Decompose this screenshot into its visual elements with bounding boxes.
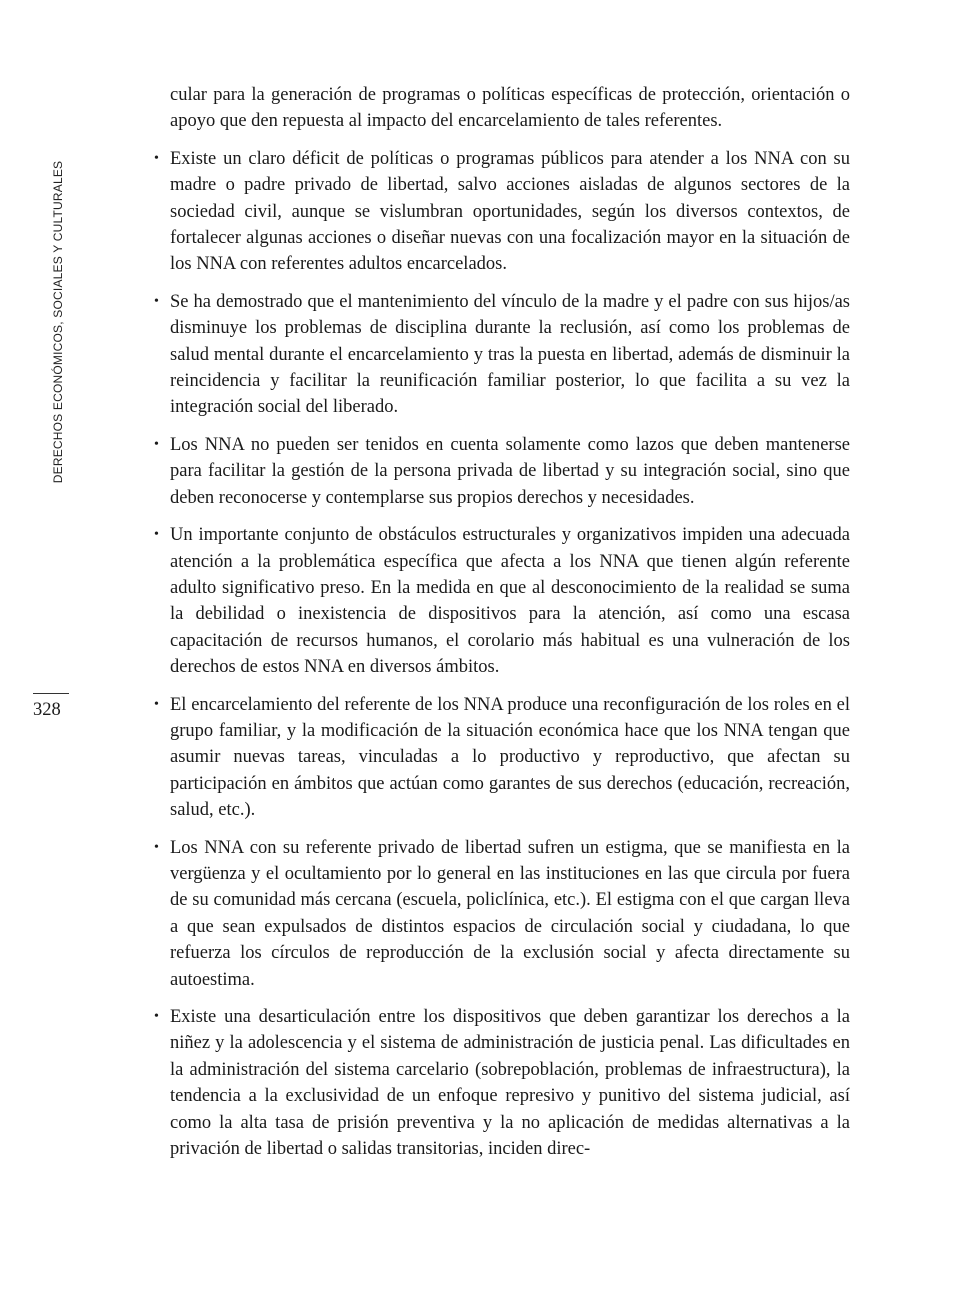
lead-paragraph: cular para la generación de programas o políticas específicas de protección, orientación o apoyo que den repuesta al impacto del encarcelamiento de tales referentes. [170, 85, 850, 132]
bullet-text: Un importante conjunto de obstáculos estructurales y organizativos impiden una adecuada atención a la problemática específica que afecta a los NNA que tienen algún referente adulto significativo preso. En la medida en que al desconocimiento de la realidad se suma la debilidad o inexistencia de dispositivos para la atención, así como una escasa capacitación de recursos humanos, el corolario más habitual es una vulneración de los derechos de estos NNA en diversos ámbitos. [170, 525, 850, 678]
bullet-text: Se ha demostrado que el mantenimiento del vínculo de la madre y el padre con sus hijos/as disminuye los problemas de disciplina durante la reclusión, así como los problemas de salud mental durante el encarcelamiento y tras la puesta en libertad, además de disminuir la reincidencia y facilitar la reunificación familiar posterior, lo que facilita a su vez la integración social del liberado. [170, 291, 850, 418]
page-number: 328 [33, 700, 61, 720]
bullet-item [154, 432, 850, 511]
bullet-item [154, 522, 850, 680]
bullet-dot: • [154, 1009, 159, 1024]
bullet-dot: • [154, 436, 159, 452]
bullet-item [154, 289, 850, 421]
bullet-item [154, 1004, 850, 1162]
bullet-dot: • [154, 527, 159, 543]
running-header: DERECHOS ECONÓMICOS, SOCIALES Y CULTURALES [51, 160, 65, 484]
bullet-text: Los NNA con su referente privado de libertad sufren un estigma, que se manifiesta en la vergüenza y el ocultamiento por lo general en las instituciones en las que circula por fuera de su comunidad más cercana (escuela, policlínica, etc.). El estigma con el que cargan lleva a que sean expulsados de distintos espacios de circulación social y ciudadana, lo que refuerza los círculos de reproducción de la exclusión social y afecta directamente su autoestima. [170, 837, 850, 990]
bullet-dot: • [154, 150, 159, 166]
bullet-dot: • [154, 696, 159, 712]
main-text [154, 82, 850, 1173]
bullet-text: Existe una desarticulación entre los dispositivos que deben garantizar los derechos a la niñez y la adolescencia y el sistema de administración de justicia penal. Las dificultades en la administración del sistema carcelario (sobrepoblación, problemas de infraestructura), la tendencia a la exclusividad de un enfoque represivo y punitivo del sistema judicial, así como la alta tasa de prisión preventiva y la no aplicación de medidas alternativas a la privación de libertad o salidas transitorias, inciden direc- [170, 1007, 850, 1160]
page-number-rule [33, 693, 69, 694]
bullet-item [154, 146, 850, 278]
bullet-text: Existe un claro déficit de políticas o programas públicos para atender a los NNA con su madre o padre privado de libertad, salvo acciones aisladas de algunos sectores de la sociedad civil, aunque se vislumbran oportunidades, según los diversos contextos, de fortalecer algunas acciones o diseñar nuevas con una focalización mayor en la situación de los NNA con referentes adultos encarcelados. [170, 148, 850, 275]
bullet-text: El encarcelamiento del referente de los NNA produce una reconfiguración de los roles en el grupo familiar, y la modificación de la situación económica hace que los NNA tengan que asumir nuevas tareas, vinculadas a lo productivo y reproductivo, que afectan su participación en ámbitos que actúan como garantes de sus derechos (educación, recreación, salud, etc.). [170, 694, 850, 821]
bullet-dot: • [154, 839, 159, 855]
bullet-list [154, 146, 850, 1163]
bullet-text: Los NNA no pueden ser tenidos en cuenta solamente como lazos que deben mantenerse para facilitar la gestión de la persona privada de libertad y su integración social, sino que deben reconocerse y contemplarse sus propios derechos y necesidades. [170, 434, 850, 508]
bullet-dot: • [154, 293, 159, 309]
bullet-item [154, 835, 850, 993]
bullet-item [154, 692, 850, 824]
